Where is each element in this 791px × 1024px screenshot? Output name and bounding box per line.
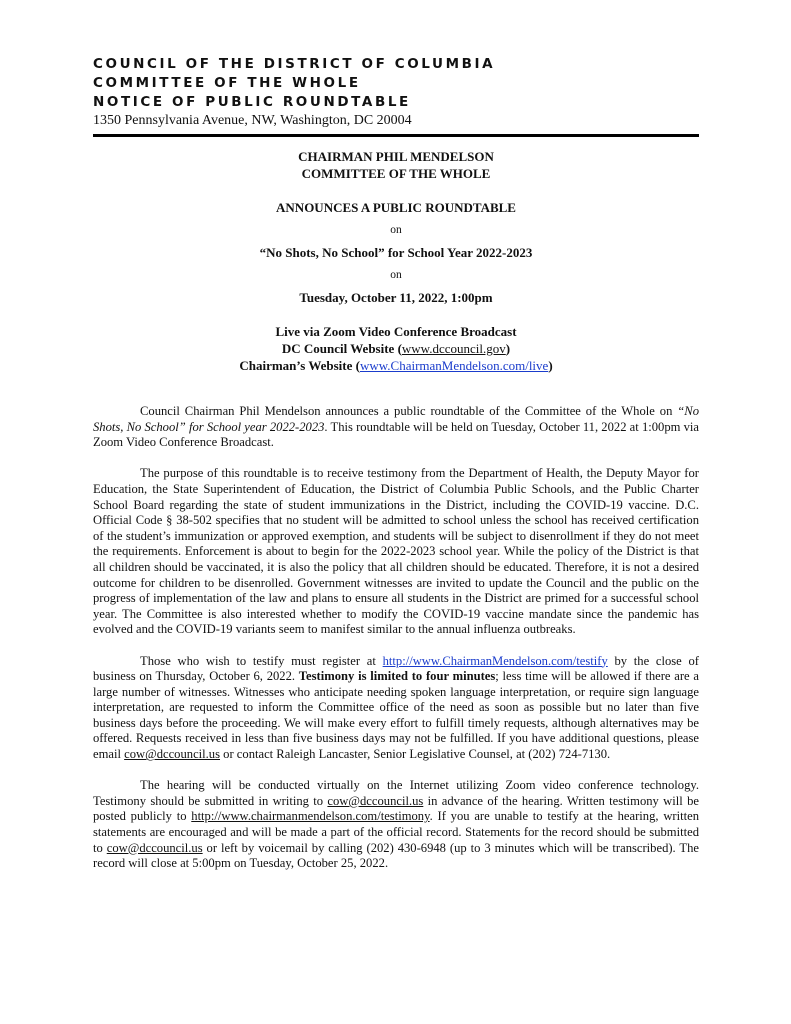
roundtable-topic: “No Shots, No School” for School Year 2022-2023 <box>259 245 533 260</box>
paragraph-hearing: The hearing will be conducted virtually on the Internet utilizing Zoom video conference technology. Testimony should be submitted in writing to cow@dccouncil.us in advance of the hearing. Written testimony will be posted publicly to http://www.chairmanmendelson.com/testimony. If you are unable to testify at the hearing, written statements are encouraged and will be made a part of the official record. Statements for the record should be submitted to cow@dccouncil.us or left by voicemail by calling (202) 430-6948 (up to 3 minutes which will be transcribed). The record will close at 5:00pm on Tuesday, October 25, 2022. <box>93 778 699 871</box>
notice-title: NOTICE OF PUBLIC ROUNDTABLE <box>93 94 411 110</box>
testimony-link[interactable]: http://www.chairmanmendelson.com/testimony <box>191 809 430 824</box>
committee-title: COMMITTEE OF THE WHOLE <box>93 75 361 91</box>
chairman-website-link[interactable]: www.ChairmanMendelson.com/live <box>359 358 549 373</box>
header-divider <box>93 134 699 137</box>
on-label-2: on <box>390 269 402 281</box>
dc-council-website-line: DC Council Website (www.dccouncil.gov) <box>281 341 511 356</box>
on-label-1: on <box>390 224 402 236</box>
testify-link[interactable]: http://www.ChairmanMendelson.com/testify <box>382 653 608 668</box>
announces-heading: ANNOUNCES A PUBLIC ROUNDTABLE <box>276 200 516 215</box>
address: 1350 Pennsylvania Avenue, NW, Washington, DC 20004 <box>93 113 412 128</box>
broadcast-line: Live via Zoom Video Conference Broadcast <box>275 324 517 339</box>
chairman-website-line: Chairman’s Website (www.ChairmanMendelson.com/live) <box>239 358 553 373</box>
paragraph-intro: Council Chairman Phil Mendelson announces a public roundtable of the Committee of the Whole on “No Shots, No School” for School year 2022-2023. This roundtable will be held on Tuesday, October 11, 2022 at 1:00pm via Zoom Video Conference Broadcast. <box>93 404 699 450</box>
roundtable-date: Tuesday, October 11, 2022, 1:00pm <box>299 290 493 305</box>
paragraph-purpose: The purpose of this roundtable is to receive testimony from the Department of Health, the Deputy Mayor for Education, the State Superintendent of Education, the District of Columbia Public Schools, and the Public Charter School Board regarding the state of student immunizations in the District, including the COVID-19 vaccine. D.C. Official Code § 38-502 specifies that no student will be admitted to school unless the school has received certification of the student’s immunization or approved exemption, and students will be subject to disenrollment if they do not meet the requirements. Enforcement is about to begin for the 2022-2023 school year. While the policy of the District is that all children should be vaccinated, it is also the policy that all children should be educated. Therefore, it is not a desired outcome for children to be disenrolled. Government witnesses are invited to update the Council and the public on the progress of implementation of the law and plans to ensure all students in the District are primed for a successful school year. The Committee is also interested whether to modify the COVID-19 vaccine mandate since the pandemic has evolved and the COVID-19 variants seem to manifest similar to the annual influenza outbreaks. <box>93 466 699 637</box>
email-link-3[interactable]: cow@dccouncil.us <box>106 840 203 855</box>
email-link-1[interactable]: cow@dccouncil.us <box>124 747 221 762</box>
council-title: COUNCIL OF THE DISTRICT OF COLUMBIA <box>93 56 496 72</box>
paragraph-testify: Those who wish to testify must register at http://www.ChairmanMendelson.com/testify by the close of business on Thursday, October 6, 2022. Testimony is limited to four minutes; less time will be allowed if there are a large number of witnesses. Witnesses who anticipate needing spoken language interpretation, or require sign language interpretation, are requested to inform the Committee office of the need as soon as possible but no later than five business days before the proceeding. We will make every effort to fulfill timely requests, although alternatives may be offered. Requests received in less than five business days may not be fulfilled. If you have additional questions, please email cow@dccouncil.us or contact Raleigh Lancaster, Senior Legislative Counsel, at (202) 724-7130. <box>93 653 699 762</box>
letterhead <box>93 55 713 130</box>
notice-body <box>93 404 699 887</box>
email-link-2[interactable]: cow@dccouncil.us <box>327 793 424 808</box>
committee-name: COMMITTEE OF THE WHOLE <box>301 166 491 181</box>
dc-council-website-link[interactable]: www.dccouncil.gov <box>401 341 506 356</box>
chairman-name: CHAIRMAN PHIL MENDELSON <box>298 149 494 164</box>
